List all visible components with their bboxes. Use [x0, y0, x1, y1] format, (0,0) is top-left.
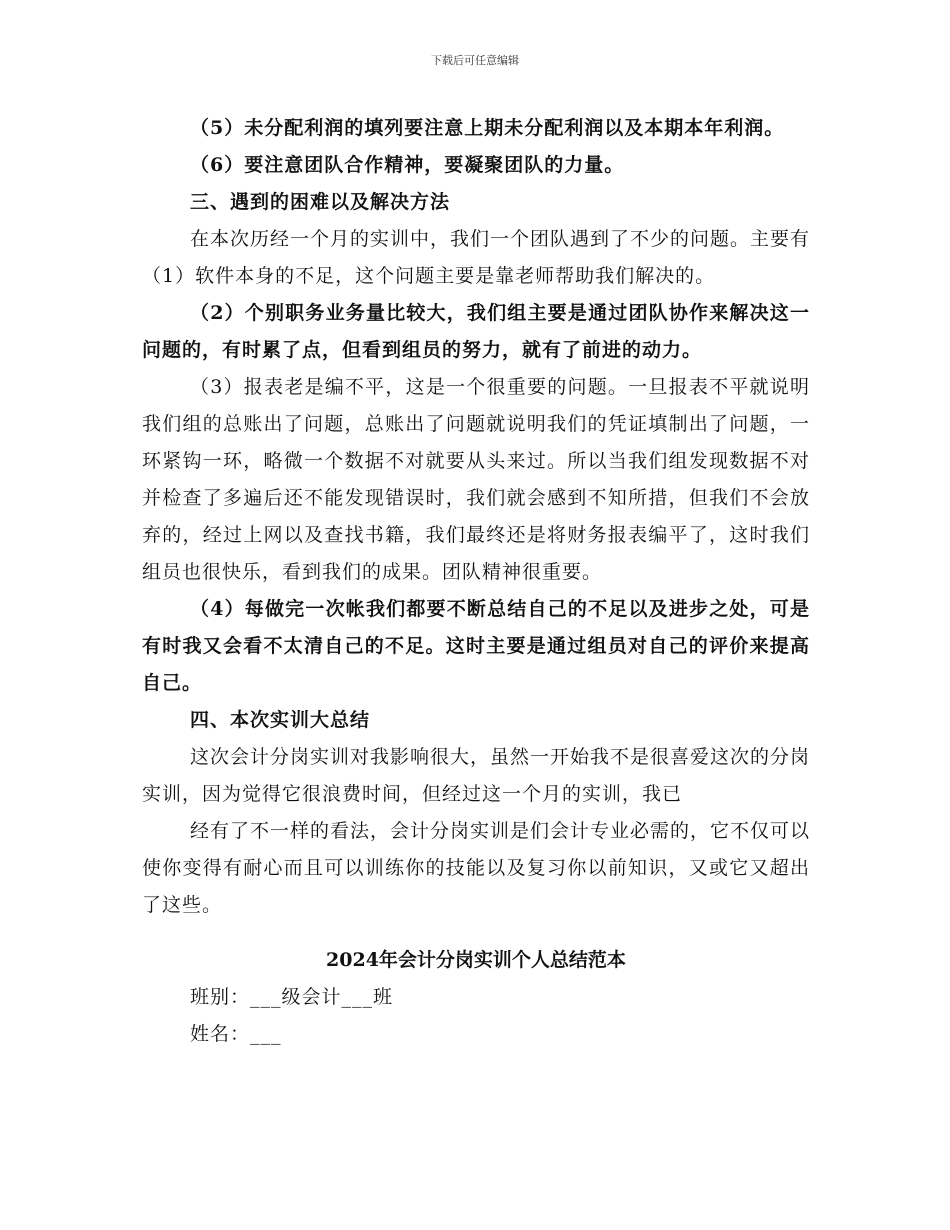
document-title: 2024年会计分岗实训个人总结范本 — [326, 949, 626, 971]
page-header-note: 下载后可任意编辑 — [431, 54, 519, 67]
class-field: 班别：___级会计___班 — [190, 986, 394, 1008]
section-heading: 四、本次实训大总结 — [190, 709, 371, 731]
paragraph: （5）未分配利润的填列要注意上期未分配利润以及本期本年利润。 — [190, 117, 785, 139]
name-field: 姓名：___ — [190, 1023, 282, 1045]
paragraph: 这次会计分岗实训对我影响很大，虽然一开始我不是很喜爱这次的分岗实训，因为觉得它很浪费时间，但经过这一个月的实训，我已 — [142, 746, 811, 805]
paragraph: 在本次历经一个月的实训中，我们一个团队遇到了不少的问题。主要有（1）软件本身的不足，这个问题主要是靠老师帮助我们解决的。 — [142, 228, 811, 287]
paragraph: （6）要注意团队合作精神，要凝聚团队的力量。 — [190, 154, 625, 176]
document-body — [142, 110, 810, 1053]
section-heading: 三、遇到的困难以及解决方法 — [190, 191, 451, 213]
paragraph: 经有了不一样的看法，会计分岗实训是们会计专业必需的，它不仅可以使你变得有耐心而且可以训练你的技能以及复习你以前知识，又或它又超出了这些。 — [142, 820, 811, 916]
paragraph: （3）报表老是编不平，这是一个很重要的问题。一旦报表不平就说明我们组的总账出了问题，总账出了问题就说明我们的凭证填制出了问题，一环紧钩一环，略微一个数据不对就要从头来过。所以当我们组发现数据不对并检查了多遍后还不能发现错误时，我们就会感到不知所措，但我们不会放弃的，经过上网以及查找书籍，我们最终还是将财务报表编平了，这时我们组员也很快乐，看到我们的成果。团队精神很重要。 — [142, 376, 810, 583]
paragraph: （2）个别职务业务量比较大，我们组主要是通过团队协作来解决这一问题的，有时累了点，但看到组员的努力，就有了前进的动力。 — [142, 302, 810, 361]
paragraph: （4）每做完一次帐我们都要不断总结自己的不足以及进步之处，可是有时我又会看不太清自己的不足。这时主要是通过组员对自己的评价来提高自己。 — [142, 598, 810, 694]
